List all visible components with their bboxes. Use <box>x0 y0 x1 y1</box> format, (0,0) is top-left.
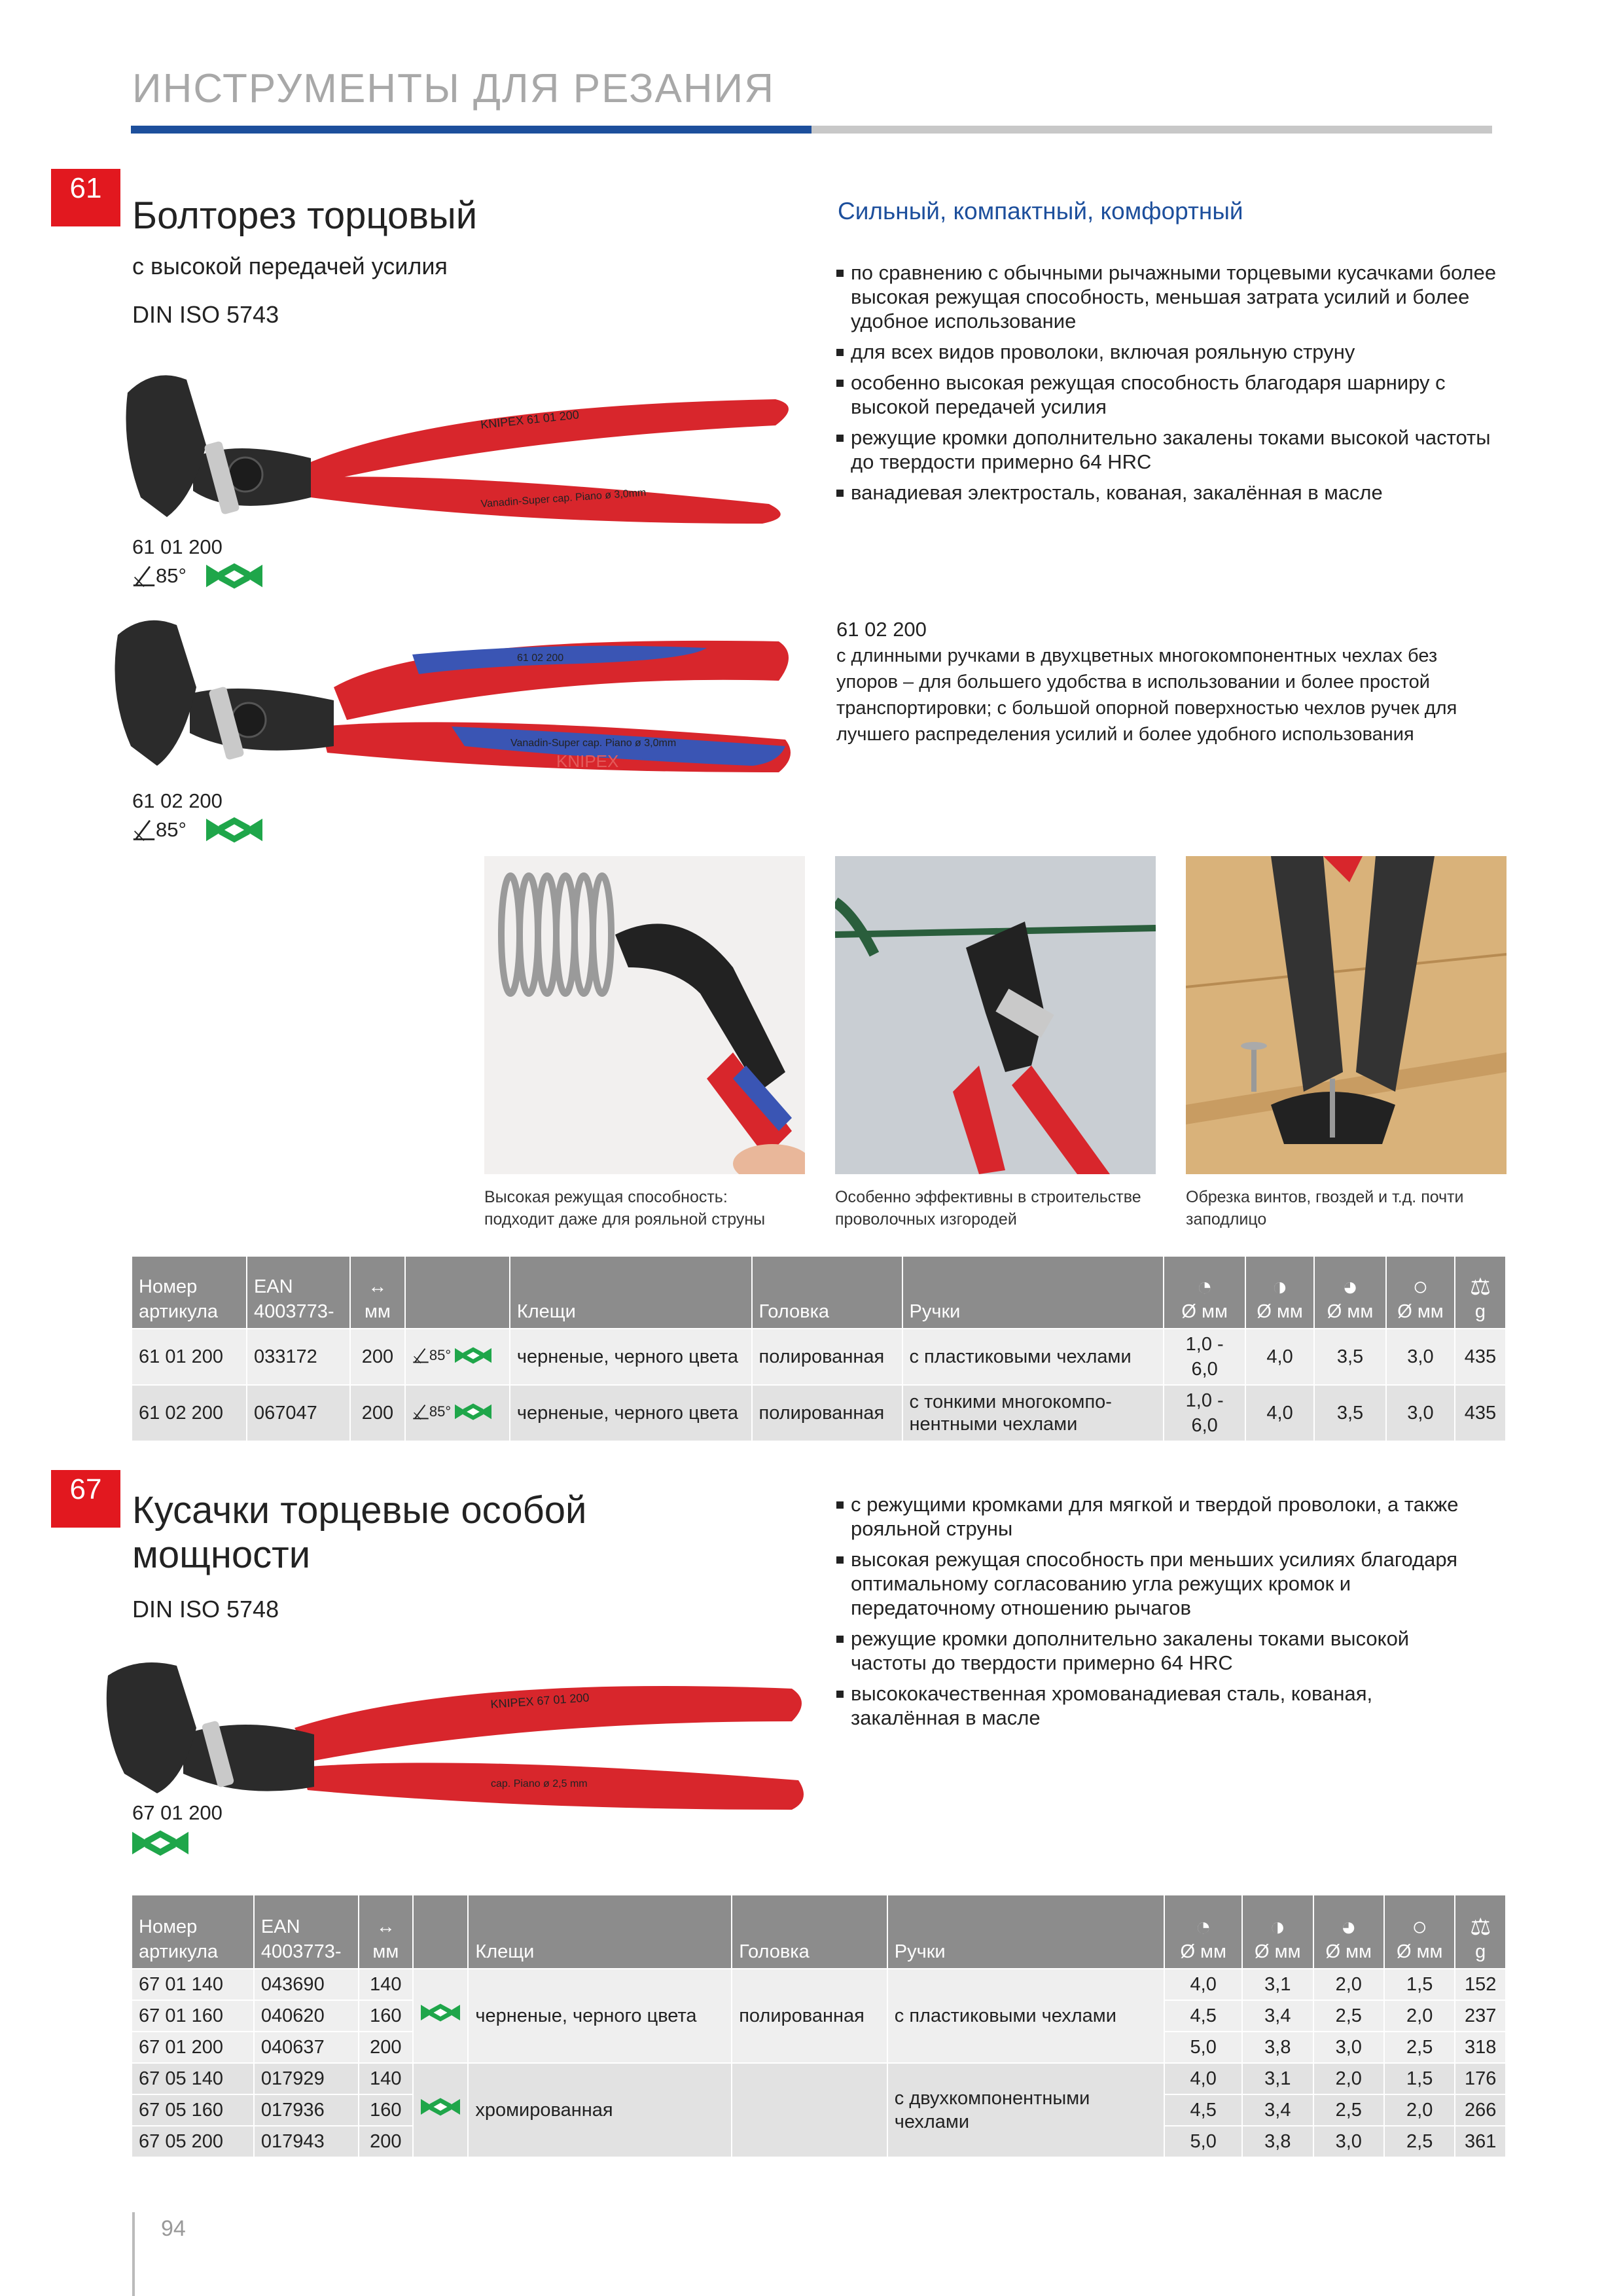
cell-head: полированная <box>752 1385 902 1441</box>
cell-d1: 4,5 <box>1164 2000 1242 2032</box>
cell-length: 200 <box>350 1385 405 1441</box>
cell-length: 200 <box>359 2126 413 2157</box>
feature-item: с режущими кромками для мягкой и твердой проволоки, а также рояльной струны <box>836 1492 1465 1541</box>
cell-ean: 067047 <box>247 1385 350 1441</box>
cell-d1: 1,0 - 6,0 <box>1164 1329 1245 1385</box>
medium-wire-icon: ◑ <box>1270 1912 1286 1941</box>
cell-article: 67 01 140 <box>132 1969 254 2000</box>
medium-wire-icon: ◑ <box>1272 1272 1288 1301</box>
hard-wire-icon <box>132 1829 188 1857</box>
cell-length: 200 <box>350 1329 405 1385</box>
cell-length: 160 <box>359 2094 413 2126</box>
cell-ean: 040620 <box>254 2000 359 2032</box>
page-number: 94 <box>161 2216 186 2241</box>
footer-rule <box>132 2212 135 2296</box>
table-row <box>132 1969 1506 2000</box>
cell-article: 61 02 200 <box>132 1385 247 1441</box>
cell-pliers: черненые, черного цвета <box>468 1969 732 2063</box>
cell-weight: 237 <box>1455 2000 1506 2032</box>
cell-d1: 5,0 <box>1164 2032 1242 2063</box>
handle-capacity-text: Vanadin-Super cap. Piano ø 3,0mm <box>480 487 647 510</box>
cutting-angle <box>132 564 187 588</box>
col-medium-wire: ◑ Ø мм <box>1245 1257 1314 1329</box>
cell-d3: 3,0 <box>1313 2032 1384 2063</box>
cell-head <box>732 2063 887 2157</box>
cell-length: 140 <box>359 1969 413 2000</box>
cell-d3: 2,0 <box>1313 2063 1384 2094</box>
header-rule-blue <box>131 126 812 134</box>
product-code: 67 01 200 <box>132 1801 223 1824</box>
cell-article: 67 05 200 <box>132 2126 254 2157</box>
cell-article: 67 01 200 <box>132 2032 254 2063</box>
nail-cutting-photo <box>1186 856 1507 1174</box>
cell-article: 67 01 160 <box>132 2000 254 2032</box>
photo-caption: Особенно эффективны в строительстве проволочных изгородей <box>835 1188 1141 1229</box>
feature-item: высококачественная хромованадиевая сталь, кованая, закалённая в масле <box>836 1681 1465 1730</box>
cell-article: 67 05 140 <box>132 2063 254 2094</box>
cell-d2: 3,8 <box>1242 2032 1313 2063</box>
col-article: Номер артикула <box>132 1257 247 1329</box>
cell-pliers: черненые, черного цвета <box>510 1385 752 1441</box>
length-arrow-icon: ↔ <box>368 1276 387 1297</box>
section-badge-67: 67 <box>51 1470 120 1528</box>
spring-cutting-photo <box>484 856 805 1174</box>
cell-d2: 4,0 <box>1245 1329 1314 1385</box>
handle-capacity-text: Vanadin-Super cap. Piano ø 3,0mm <box>510 738 677 749</box>
feature-tagline: Сильный, компактный, комфортный <box>838 198 1243 224</box>
handle-logo-text: KNIPEX <box>556 751 619 771</box>
cut-angle-icon <box>412 1403 429 1420</box>
product-image-61-02-200 <box>98 615 798 779</box>
col-soft-wire: ◔ Ø мм <box>1164 1895 1242 1969</box>
din-standard: DIN ISO 5743 <box>132 301 279 328</box>
cell-ean: 043690 <box>254 1969 359 2000</box>
cell-weight: 361 <box>1455 2126 1506 2157</box>
col-pliers: Клещи <box>468 1895 732 1969</box>
cell-head: полированная <box>732 1969 887 2063</box>
cell-article: 67 05 160 <box>132 2094 254 2126</box>
din-standard: DIN ISO 5748 <box>132 1596 279 1623</box>
col-article: Номер артикула <box>132 1895 254 1969</box>
hard-wire-icon <box>455 1403 491 1421</box>
cell-weight: 266 <box>1455 2094 1506 2126</box>
fence-wire-photo <box>835 856 1156 1174</box>
cell-length: 160 <box>359 2000 413 2032</box>
application-photo-spring <box>484 856 805 1174</box>
cell-ean: 017943 <box>254 2126 359 2157</box>
cell-d4: 1,5 <box>1384 1969 1455 2000</box>
piano-wire-icon: ○ <box>1412 1912 1428 1941</box>
cell-d2: 4,0 <box>1245 1385 1314 1441</box>
handle-brand-text: KNIPEX 61 01 200 <box>480 408 580 431</box>
cell-d3: 2,0 <box>1313 1969 1384 2000</box>
col-icons <box>405 1257 510 1329</box>
cell-d1: 4,5 <box>1164 2094 1242 2126</box>
cut-angle-icon <box>132 564 156 588</box>
col-weight: ⚖ g <box>1455 1257 1506 1329</box>
application-photo-fence <box>835 856 1156 1174</box>
col-soft-wire: ◔ Ø мм <box>1164 1257 1245 1329</box>
col-length: ↔ мм <box>350 1257 405 1329</box>
variant-description: с длинными ручками в двухцветных многокомпонентных чехлах без упоров – для большего удобства в использовании и более простой транспортировки; с большой опорной поверхностью чехлов ручек для лучшего распределения усилий и более удобного использования <box>836 645 1457 745</box>
cell-ean: 033172 <box>247 1329 350 1385</box>
cell-length: 200 <box>359 2032 413 2063</box>
col-ean: EAN 4003773- <box>247 1257 350 1329</box>
col-piano-wire: ○ Ø мм <box>1386 1257 1455 1329</box>
cell-pliers: черненые, черного цвета <box>510 1329 752 1385</box>
cell-icons: 85° <box>405 1329 510 1385</box>
hard-wire-icon <box>206 562 262 590</box>
cell-ean: 040637 <box>254 2032 359 2063</box>
cell-d4: 2,5 <box>1384 2126 1455 2157</box>
section-subtitle: с высокой передачей усилия <box>132 253 448 279</box>
col-hard-wire: ◕ Ø мм <box>1313 1895 1384 1969</box>
cell-icons <box>413 2063 469 2157</box>
cell-d2: 3,8 <box>1242 2126 1313 2157</box>
photo-caption: Высокая режущая способность: подходит даже для рояльной струны <box>484 1188 766 1229</box>
cell-d2: 3,1 <box>1242 1969 1313 2000</box>
section-title: Болторез торцовый <box>132 194 478 237</box>
cell-d3: 3,0 <box>1313 2126 1384 2157</box>
cell-d2: 3,1 <box>1242 2063 1313 2094</box>
soft-wire-icon: ◔ <box>1195 1912 1211 1941</box>
cell-handles: с двухкомпонентными чехлами <box>887 2063 1165 2157</box>
hard-wire-icon <box>421 2003 460 2022</box>
cell-d1: 5,0 <box>1164 2126 1242 2157</box>
cell-handles: с пластиковыми чехлами <box>887 1969 1165 2063</box>
col-icons <box>413 1895 469 1969</box>
soft-wire-icon: ◔ <box>1196 1272 1213 1301</box>
handle-capacity-text: cap. Piano ø 2,5 mm <box>491 1778 588 1789</box>
cell-d2: 3,4 <box>1242 2000 1313 2032</box>
cell-weight: 435 <box>1455 1329 1506 1385</box>
cell-handles: с тонкими многокомпо-нентными чехлами <box>902 1385 1164 1441</box>
cell-d4: 2,0 <box>1384 2000 1455 2032</box>
cell-article: 61 01 200 <box>132 1329 247 1385</box>
product-icons <box>132 816 262 844</box>
cell-d4: 3,0 <box>1386 1329 1455 1385</box>
application-photo-nail <box>1186 856 1507 1174</box>
hard-wire-icon: ◕ <box>1340 1912 1357 1941</box>
product-code: 61 02 200 <box>132 789 223 812</box>
piano-wire-icon: ○ <box>1412 1272 1429 1301</box>
table-row <box>132 1329 1506 1385</box>
variant-code: 61 02 200 <box>836 618 927 641</box>
cell-d1: 4,0 <box>1164 2063 1242 2094</box>
page-header-title: ИНСТРУМЕНТЫ ДЛЯ РЕЗАНИЯ <box>132 66 775 111</box>
angle-value: 85° <box>156 564 187 587</box>
feature-item: по сравнению с обычными рычажными торцевыми кусачками более высокая режущая способность, меньшая затрата усилий и более удобное использование <box>836 260 1517 333</box>
scale-icon: ⚖ <box>1469 1273 1491 1300</box>
cell-weight: 435 <box>1455 1385 1506 1441</box>
cell-d3: 3,5 <box>1314 1329 1386 1385</box>
cell-ean: 017936 <box>254 2094 359 2126</box>
header-rule-grey <box>812 126 1492 134</box>
feature-list <box>836 1492 1465 1736</box>
handle-brand-text: 61 02 200 <box>517 653 564 664</box>
col-hard-wire: ◕ Ø мм <box>1314 1257 1386 1329</box>
section-badge-61: 61 <box>51 169 120 226</box>
cell-ean: 017929 <box>254 2063 359 2094</box>
table-row <box>132 2063 1506 2094</box>
cell-d4: 3,0 <box>1386 1385 1455 1441</box>
spec-table-61 <box>132 1257 1507 1441</box>
hard-wire-icon <box>206 816 262 844</box>
col-piano-wire: ○ Ø мм <box>1384 1895 1455 1969</box>
cut-angle-icon <box>412 1347 429 1364</box>
cell-d4: 2,5 <box>1384 2032 1455 2063</box>
spec-table-67 <box>132 1895 1507 2157</box>
col-handles: Ручки <box>887 1895 1165 1969</box>
feature-item: режущие кромки дополнительно закалены токами высокой частоты до твердости примерно 64 HRC <box>836 425 1517 474</box>
feature-item: для всех видов проволоки, включая рояльную струну <box>836 340 1517 364</box>
col-head: Головка <box>732 1895 887 1969</box>
product-code: 61 01 200 <box>132 535 223 558</box>
scale-icon: ⚖ <box>1470 1913 1491 1940</box>
section-title: Кусачки торцевые особой мощности <box>132 1489 587 1576</box>
cell-d4: 1,5 <box>1384 2063 1455 2094</box>
cell-weight: 176 <box>1455 2063 1506 2094</box>
cell-weight: 318 <box>1455 2032 1506 2063</box>
hard-wire-icon: ◕ <box>1342 1272 1359 1301</box>
hard-wire-icon <box>421 2097 460 2117</box>
feature-item: особенно высокая режущая способность благодаря шарниру с высокой передачей усилия <box>836 370 1517 419</box>
feature-item: режущие кромки дополнительно закалены токами высокой частоты до твердости примерно 64 HRC <box>836 1626 1465 1675</box>
cell-d3: 3,5 <box>1314 1385 1386 1441</box>
cell-d1: 1,0 - 6,0 <box>1164 1385 1245 1441</box>
col-head: Головка <box>752 1257 902 1329</box>
product-image-67-01-200 <box>98 1649 812 1813</box>
cell-pliers: хромированная <box>468 2063 732 2157</box>
length-arrow-icon: ↔ <box>376 1916 395 1937</box>
cell-weight: 152 <box>1455 1969 1506 2000</box>
cell-icons: 85° <box>405 1385 510 1441</box>
col-handles: Ручки <box>902 1257 1164 1329</box>
product-icons <box>132 562 262 590</box>
col-medium-wire: ◑ Ø мм <box>1242 1895 1313 1969</box>
product-image-61-01-200 <box>115 367 795 530</box>
feature-item: ванадиевая электросталь, кованая, закалённая в масле <box>836 480 1517 505</box>
cutting-angle <box>132 818 187 842</box>
cell-length: 140 <box>359 2063 413 2094</box>
photo-caption: Обрезка винтов, гвоздей и т.д. почти заподлицо <box>1186 1188 1464 1229</box>
feature-item: высокая режущая способность при меньших усилиях благодаря оптимальному согласованию угла режущих кромок и передаточному отношению рычагов <box>836 1547 1465 1620</box>
angle-value: 85° <box>156 818 187 841</box>
feature-list <box>836 260 1517 511</box>
table-row <box>132 1385 1506 1441</box>
cell-head: полированная <box>752 1329 902 1385</box>
hard-wire-icon <box>455 1346 491 1365</box>
cell-icons <box>413 1969 469 2063</box>
cell-d4: 2,0 <box>1384 2094 1455 2126</box>
cell-handles: с пластиковыми чехлами <box>902 1329 1164 1385</box>
cell-d2: 3,4 <box>1242 2094 1313 2126</box>
cell-d3: 2,5 <box>1313 2094 1384 2126</box>
cut-angle-icon <box>132 818 156 842</box>
col-weight: ⚖ g <box>1455 1895 1506 1969</box>
cell-d3: 2,5 <box>1313 2000 1384 2032</box>
cell-d1: 4,0 <box>1164 1969 1242 2000</box>
handle-brand-text: KNIPEX 67 01 200 <box>490 1691 590 1711</box>
col-ean: EAN 4003773- <box>254 1895 359 1969</box>
col-pliers: Клещи <box>510 1257 752 1329</box>
col-length: ↔ мм <box>359 1895 413 1969</box>
